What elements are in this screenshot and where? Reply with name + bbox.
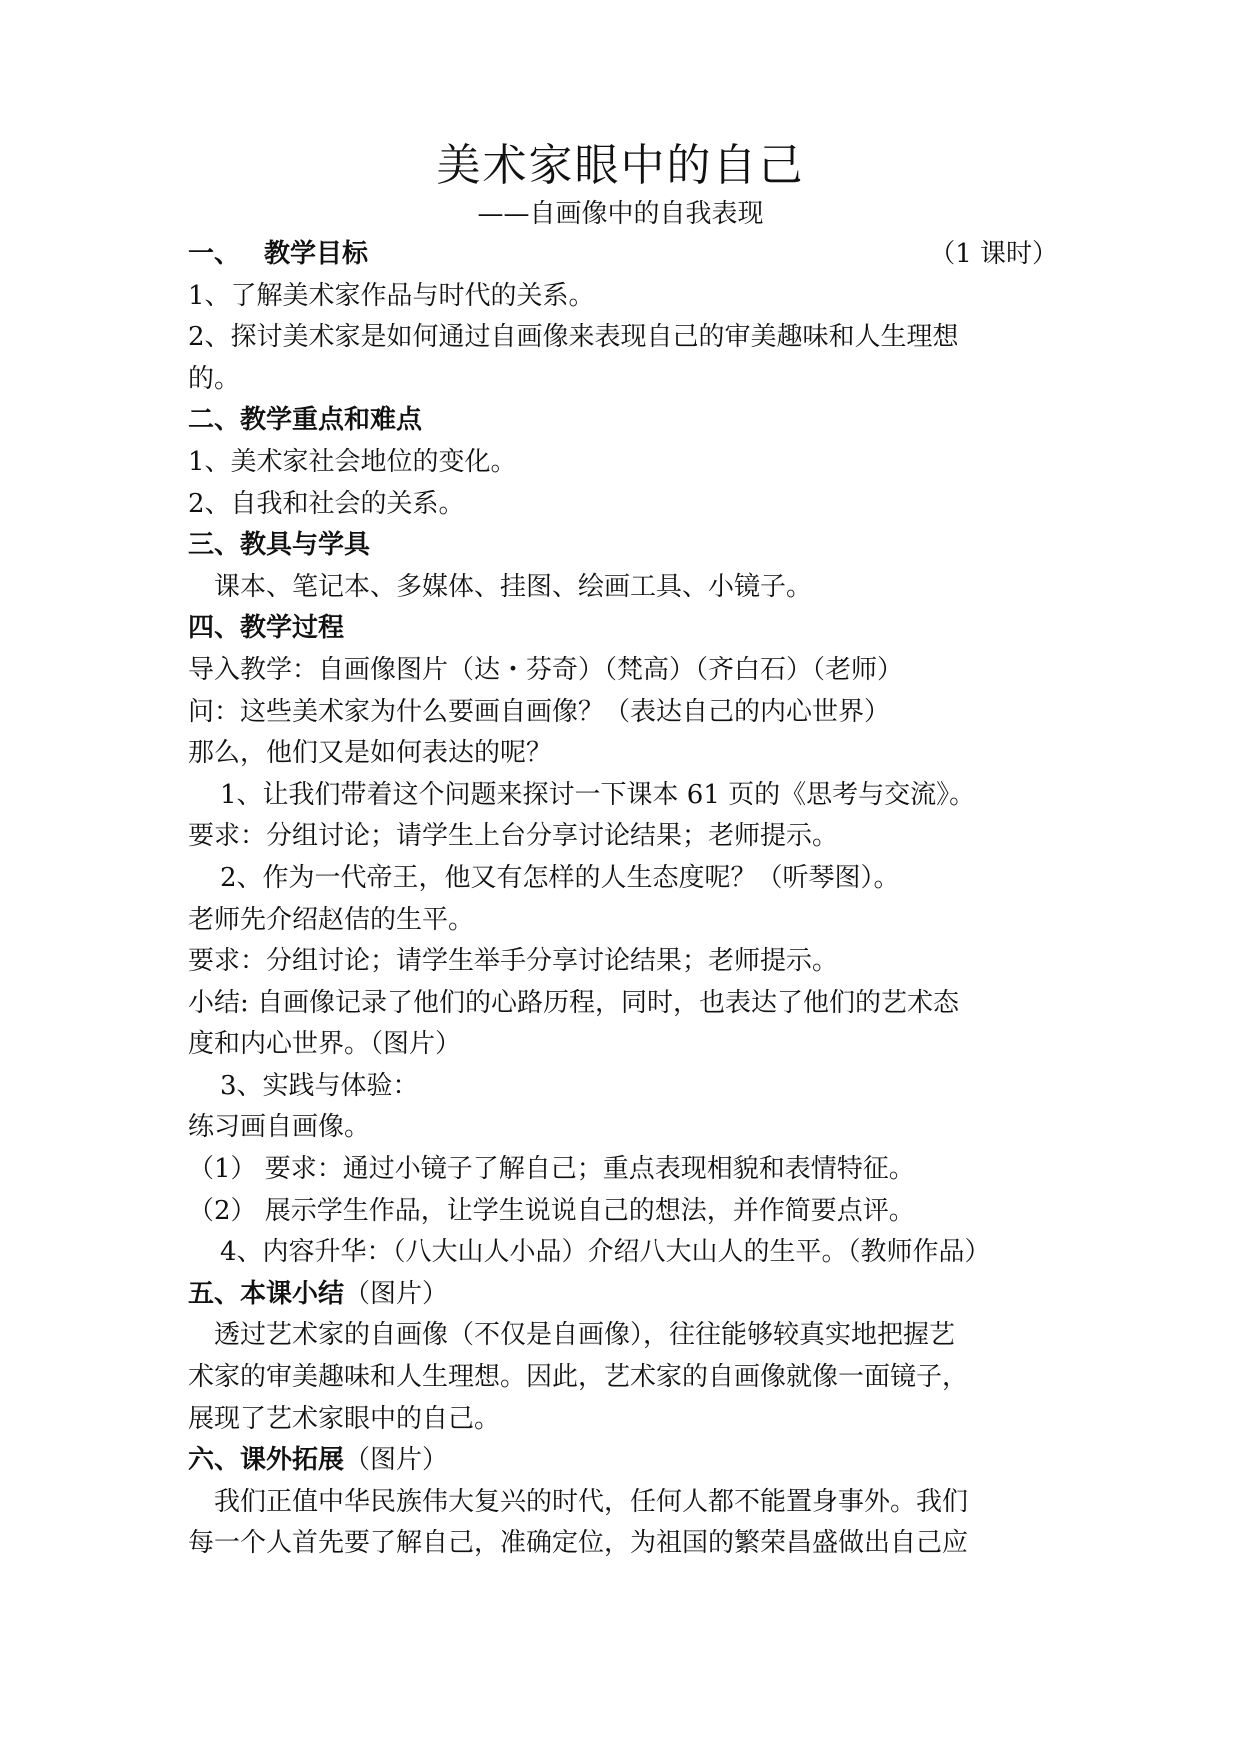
section-number: 一、: [188, 239, 241, 269]
section-heading-summary: [188, 1274, 1058, 1316]
paragraph-line: 要求：分组讨论；请学生举手分享讨论结果；老师提示。: [188, 946, 839, 977]
paragraph-line: 度和内心世界。（图片）: [188, 1029, 462, 1060]
paragraph-line: 2、作为一代帝王，他又有怎样的人生态度呢？（听琴图）。: [220, 862, 900, 893]
page-subtitle: ——自画像中的自我表现: [477, 199, 764, 229]
list-item: 2、探讨美术家是如何通过自画像来表现自己的审美趣味和人生理想: [188, 322, 959, 353]
paragraph-line: 1、让我们带着这个问题来探讨一下课本 61 页的《思考与交流》。: [220, 779, 976, 810]
section-heading-objectives: [188, 234, 1058, 276]
list-item: 2、自我和社会的关系。: [188, 488, 465, 519]
list-item: 1、美术家社会地位的变化。: [188, 446, 517, 477]
paragraph-line: 透过艺术家的自画像（不仅是自画像），往往能够较真实地把握艺: [214, 1320, 956, 1351]
document-body: [188, 234, 1058, 1565]
paragraph-line: 3、实践与体验：: [220, 1070, 419, 1101]
paragraph-line: 展现了艺术家眼中的自己。: [188, 1403, 501, 1434]
paragraph-line: 要求：分组讨论；请学生上台分享讨论结果；老师提示。: [188, 821, 839, 852]
section-title: 六、课外拓展: [188, 1445, 345, 1476]
paragraph-line: 那么，他们又是如何表达的呢？: [188, 738, 553, 769]
lesson-hours: （1 课时）: [929, 239, 1058, 269]
paragraph-line: 每一个人首先要了解自己，准确定位，为祖国的繁荣昌盛做出自己应: [188, 1528, 969, 1559]
paragraph-line: 4、内容升华：（八大山人小品）介绍八大山人的生平。（教师作品）: [220, 1237, 991, 1268]
list-item: 1、了解美术家作品与时代的关系。: [188, 280, 595, 311]
list-item: 课本、笔记本、多媒体、挂图、绘画工具、小镜子。: [214, 571, 813, 602]
list-item: 的。: [188, 363, 241, 394]
paragraph-line: 导入教学：自画像图片（达・芬奇）（梵高）（齐白石）（老师）: [188, 654, 904, 685]
section-title: 教学目标: [264, 239, 369, 269]
paragraph-line: 练习画自画像。: [188, 1112, 371, 1143]
paragraph-line: 术家的审美趣味和人生理想。因此，艺术家的自画像就像一面镜子，: [188, 1362, 969, 1393]
section-heading-materials: 三、教具与学具: [188, 530, 371, 561]
paragraph-line: （1） 要求：通过小镜子了解自己；重点表现相貌和表情特征。: [188, 1154, 915, 1185]
section-suffix: （图片）: [344, 1278, 449, 1309]
paragraph-line: （2） 展示学生作品，让学生说说自己的想法，并作简要点评。: [188, 1195, 915, 1226]
section-heading-extension: [188, 1440, 1058, 1482]
page-title: 美术家眼中的自己: [436, 140, 805, 191]
paragraph-line: 问：这些美术家为什么要画自画像？（表达自己的内心世界）: [188, 696, 891, 727]
section-heading-key-points: 二、教学重点和难点: [188, 405, 423, 436]
paragraph-line: 老师先介绍赵佶的生平。: [188, 904, 475, 935]
section-heading-process: 四、教学过程: [188, 613, 345, 644]
paragraph-line: 我们正值中华民族伟大复兴的时代，任何人都不能置身事外。我们: [214, 1486, 969, 1517]
section-suffix: （图片）: [344, 1445, 449, 1476]
paragraph-line: 小结: 自画像记录了他们的心路历程，同时，也表达了他们的艺术态: [188, 987, 960, 1018]
section-title: 五、本课小结: [188, 1278, 345, 1309]
